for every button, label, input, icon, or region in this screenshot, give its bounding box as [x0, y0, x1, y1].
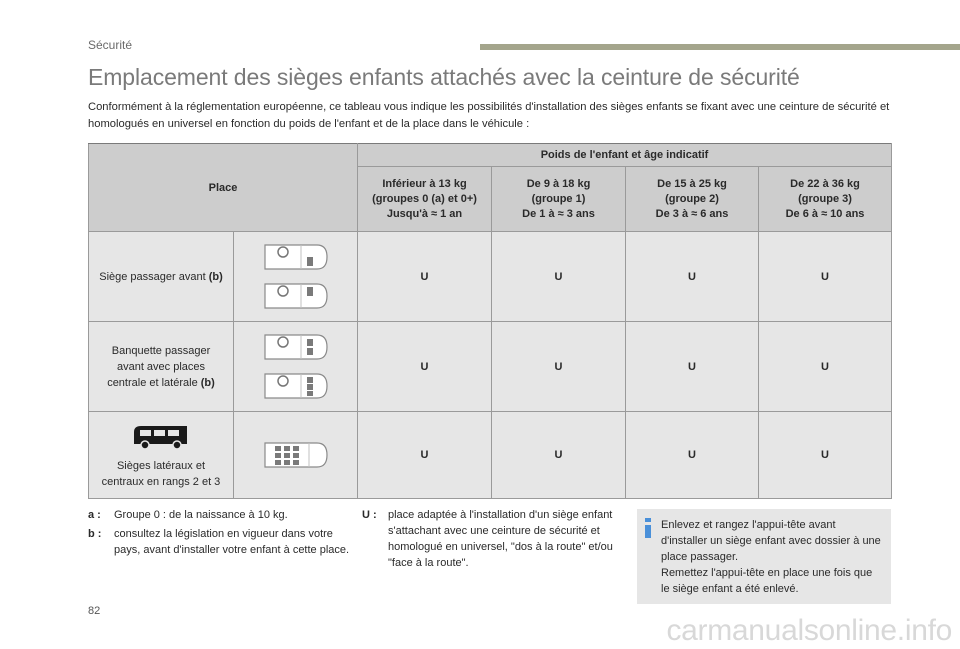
- range-group: (groupe 1): [531, 192, 586, 205]
- info-line: Enlevez et rangez l'appui-tête avant d'installer un siège enfant avec dossier à une place passager.: [661, 519, 881, 563]
- info-text: [661, 517, 883, 597]
- value-cell: U: [626, 322, 759, 412]
- footnotes: [88, 507, 353, 561]
- watermark: carmanualsonline.info: [666, 614, 952, 647]
- range-age: Jusqu'à ≈ 1 an: [386, 207, 463, 220]
- range-group: (groupe 2): [665, 192, 719, 205]
- footnote-text: Groupe 0 : de la naissance à 10 kg.: [114, 509, 288, 521]
- seat-diagrams: [234, 232, 358, 322]
- bench-diagram-icon: [261, 368, 331, 404]
- table-row: [89, 232, 892, 322]
- footnote-b: [88, 526, 353, 558]
- header-bar: [480, 44, 960, 50]
- range-title: De 9 à 18 kg: [526, 177, 591, 190]
- info-icon: [645, 518, 651, 538]
- info-box: [637, 509, 891, 604]
- value-cell: U: [759, 322, 892, 412]
- footnote-text: place adaptée à l'installation d'un siège enfant s'attachant avec une ceinture de sécurité et homologué en universel, "dos à la route" et/ou "face à la route".: [388, 509, 613, 569]
- section-label: Sécurité: [88, 38, 133, 52]
- value-cell: U: [492, 322, 626, 412]
- range-age: De 3 à ≈ 6 ans: [655, 207, 729, 220]
- value-cell: U: [759, 232, 892, 322]
- page-title: Emplacement des sièges enfants attachés avec la ceinture de sécurité: [88, 64, 800, 90]
- weight-header: Poids de l'enfant et âge indicatif: [358, 144, 892, 167]
- footnote-text: consultez la législation en vigueur dans votre pays, avant d'installer votre enfant à cette place.: [114, 528, 350, 556]
- seat-diagram-icon: [261, 278, 331, 314]
- child-seat-table: [88, 143, 892, 499]
- u-legend: [362, 507, 627, 574]
- value-cell: U: [492, 232, 626, 322]
- weight-range-1: [492, 167, 626, 232]
- weight-range-3: [759, 167, 892, 232]
- seat-diagrams: [234, 412, 358, 499]
- value-cell: U: [358, 412, 492, 499]
- van-icon: [131, 422, 191, 452]
- seat-diagrams: [234, 322, 358, 412]
- weight-range-2: [626, 167, 759, 232]
- footnote-u: [362, 507, 627, 571]
- row-label: Siège passager avant (b): [89, 232, 234, 322]
- info-line: Remettez l'appui-tête en place une fois que le siège enfant a été enlevé.: [661, 567, 873, 595]
- row-label: Banquette passager avant avec places centrale et latérale (b): [89, 322, 234, 412]
- range-age: De 1 à ≈ 3 ans: [522, 207, 595, 220]
- value-cell: U: [626, 412, 759, 499]
- seat-diagram-icon: [261, 239, 331, 275]
- value-cell: U: [358, 232, 492, 322]
- range-title: De 15 à 25 kg: [657, 177, 727, 190]
- value-cell: U: [492, 412, 626, 499]
- rear-seats-diagram-icon: [261, 437, 331, 473]
- value-cell: U: [358, 322, 492, 412]
- range-title: De 22 à 36 kg: [790, 177, 860, 190]
- value-cell: U: [759, 412, 892, 499]
- bench-diagram-icon: [261, 329, 331, 365]
- footnote-key: a :: [88, 509, 101, 521]
- weight-range-0: [358, 167, 492, 232]
- footnote-key: U :: [362, 509, 377, 521]
- table-row: [89, 412, 892, 499]
- footnote-a: [88, 507, 353, 523]
- footnote-key: b :: [88, 528, 102, 540]
- page-number: 82: [88, 605, 101, 617]
- place-header: Place: [89, 144, 358, 232]
- range-group: (groupes 0 (a) et 0+): [372, 192, 477, 205]
- range-group: (groupe 3): [798, 192, 852, 205]
- value-cell: U: [626, 232, 759, 322]
- range-title: Inférieur à 13 kg: [382, 177, 467, 190]
- row-label: Sièges latéraux et centraux en rangs 2 et 3: [89, 412, 234, 499]
- intro-paragraph: Conformément à la réglementation européenne, ce tableau vous indique les possibilités d'installation des sièges enfants se fixant avec une ceinture de sécurité et homologués en universel en fonction du poids de l'enfant et de la place dans le véhicule :: [88, 101, 890, 130]
- table-row: [89, 322, 892, 412]
- range-age: De 6 à ≈ 10 ans: [785, 207, 865, 220]
